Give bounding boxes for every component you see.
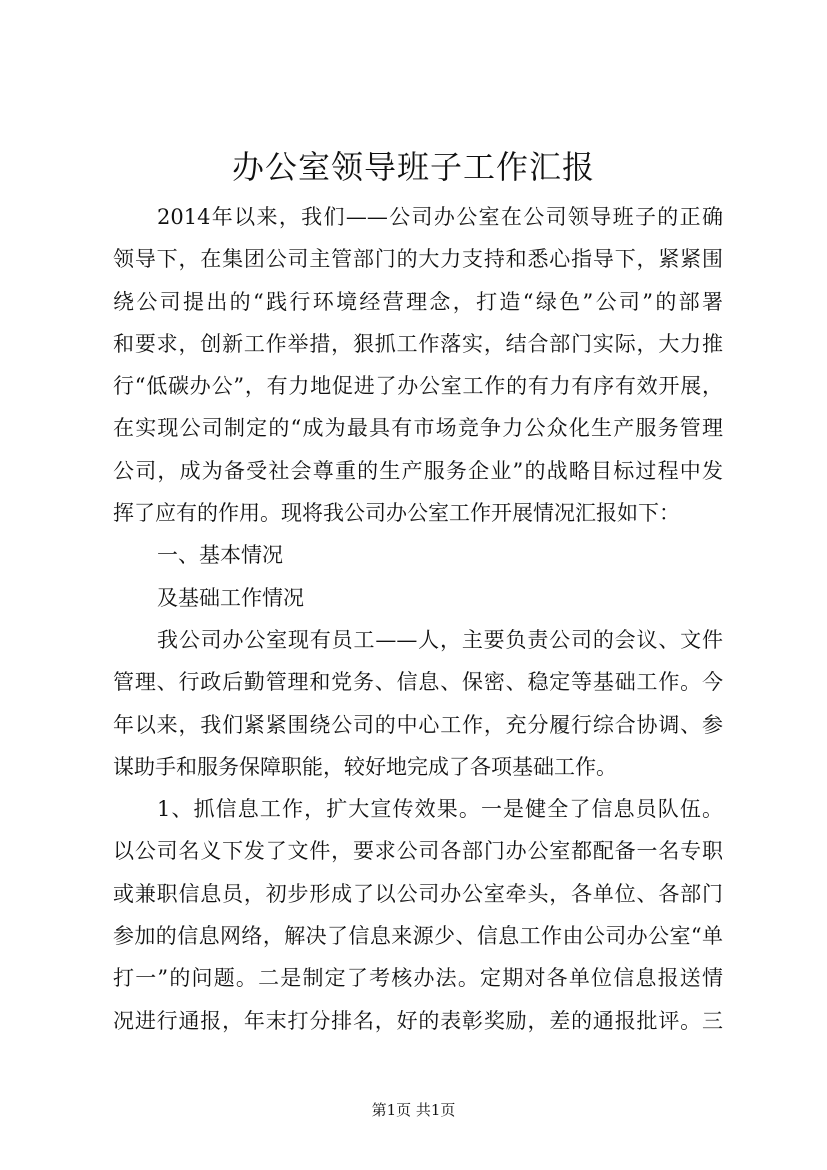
paragraph-line: 我公司办公室现有员工——人，主要负责公司的会议、文件 — [157, 627, 723, 652]
section-heading: 一、基本情况 — [157, 543, 283, 568]
paragraph-line: 参加的信息网络，解决了信息来源少、信息工作由公司办公室“单 — [113, 924, 723, 949]
paragraph-line: 或兼职信息员，初步形成了以公司办公室牵头，各单位、各部门 — [113, 881, 723, 906]
paragraph-line: 1、抓信息工作，扩大宣传效果。一是健全了信息员队伍。 — [157, 797, 723, 822]
paragraph-line: 况进行通报，年末打分排名，好的表彰奖励，差的通报批评。三 — [113, 1008, 723, 1033]
paragraph-line: 年以来，我们紧紧围绕公司的中心工作，充分履行综合协调、参 — [113, 712, 723, 737]
document-title: 办公室领导班子工作汇报 — [231, 148, 595, 186]
paragraph-line: 打一”的问题。二是制定了考核办法。定期对各单位信息报送情 — [113, 966, 723, 991]
paragraph-line: 公司，成为备受社会尊重的生产服务企业”的战略目标过程中发 — [113, 458, 723, 483]
paragraph-line: 2014年以来，我们——公司办公室在公司领导班子的正确 — [157, 205, 723, 229]
paragraph-line: 挥了应有的作用。现将我公司办公室工作开展情况汇报如下： — [113, 501, 680, 526]
paragraph-line: 在实现公司制定的“成为最具有市场竞争力公众化生产服务管理 — [113, 416, 723, 441]
section-subheading: 及基础工作情况 — [157, 585, 304, 610]
paragraph-line: 和要求，创新工作举措，狠抓工作落实，结合部门实际，大力推 — [113, 331, 723, 356]
paragraph-line: 领导下，在集团公司主管部门的大力支持和悉心指导下，紧紧围 — [113, 247, 723, 272]
paragraph-line: 谋助手和服务保障职能，较好地完成了各项基础工作。 — [113, 754, 617, 779]
document-body — [113, 196, 723, 1042]
paragraph-line: 管理、行政后勤管理和党务、信息、保密、稳定等基础工作。今 — [113, 670, 723, 695]
paragraph-line: 以公司名义下发了文件，要求公司各部门办公室都配备一名专职 — [113, 839, 723, 864]
paragraph-line: 行“低碳办公”，有力地促进了办公室工作的有力有序有效开展， — [113, 374, 723, 399]
paragraph-line: 绕公司提出的“践行环境经营理念，打造“绿色”公司”的部署 — [113, 289, 723, 314]
page-footer: 第1页 共1页 — [371, 1101, 456, 1119]
